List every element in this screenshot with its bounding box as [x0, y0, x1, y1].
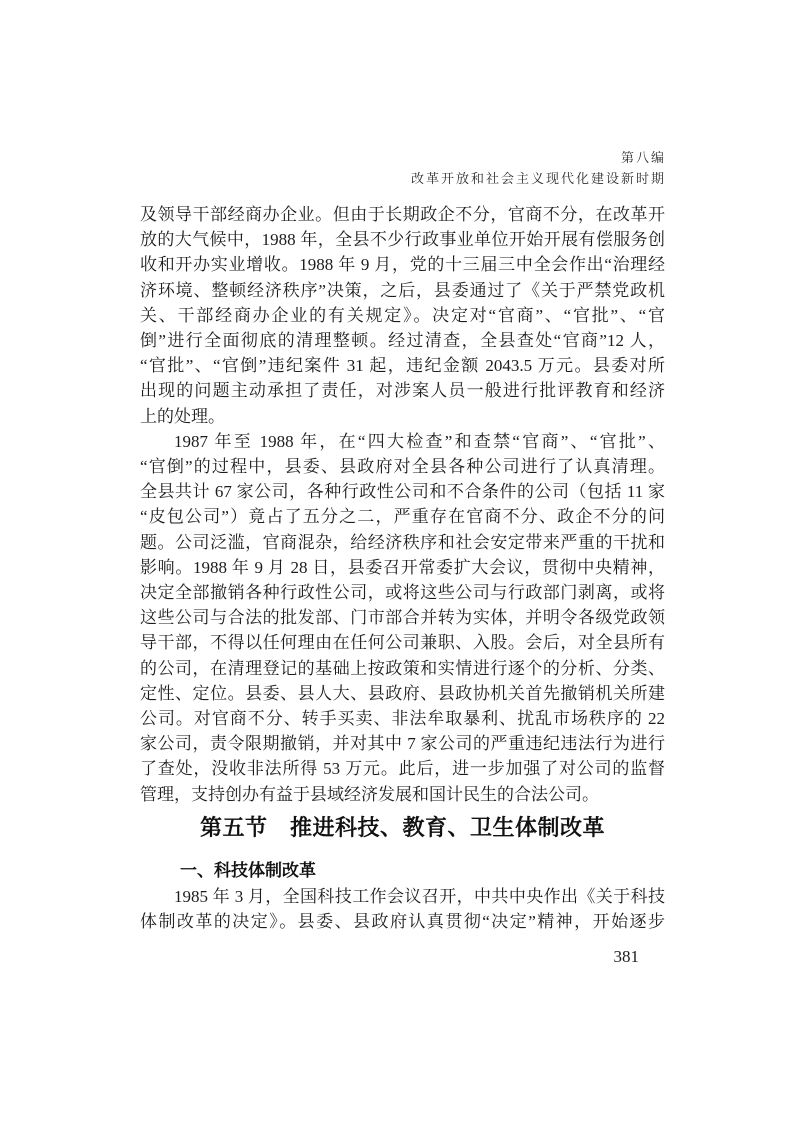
text-line: 关、干部经商办企业的有关规定》。决定对“官商”、“官批”、“官	[140, 305, 665, 325]
paragraph-3	[140, 884, 665, 934]
page-body	[140, 202, 665, 969]
text-line: 影响。1988 年 9 月 28 日，县委召开常委扩大会议，贯彻中央精神，	[140, 557, 665, 577]
text-line: 济环境、整顿经济秩序”决策，之后，县委通过了《关于严禁党政机	[140, 280, 665, 300]
text-line: “官倒”的过程中，县委、县政府对全县各种公司进行了认真清理。	[140, 457, 665, 477]
paragraph-2	[140, 429, 665, 807]
running-header-volume: 第八编	[620, 150, 666, 165]
text-line: 上的处理。	[140, 406, 225, 426]
text-line: 决定全部撤销各种行政性公司，或将这些公司与行政部门剥离，或将	[140, 583, 665, 603]
text-line: 这些公司与合法的批发部、门市部合并转为实体，并明令各级党政领	[140, 608, 665, 628]
text-line: 的公司，在清理登记的基础上按政策和实情进行逐个的分析、分类、	[140, 658, 665, 678]
text-line: 管理，支持创办有益于县域经济发展和国计民生的合法公司。	[140, 784, 599, 804]
paragraph-1	[140, 202, 665, 429]
section-heading: 第五节 推进科技、教育、卫生体制改革	[199, 814, 605, 840]
text-line: 了查处，没收非法所得 53 万元。此后，进一步加强了对公司的监督	[140, 759, 665, 779]
text-line: “官批”、“官倒”违纪案件 31 起，违纪金额 2043.5 万元。县委对所	[140, 356, 665, 376]
text-line: 题。公司泛滥，官商混杂，给经济秩序和社会安定带来严重的干扰和	[140, 532, 665, 552]
text-line: 倒”进行全面彻底的清理整顿。经过清查，全县查处“官商”12 人，	[140, 331, 665, 351]
text-line: 导干部，不得以任何理由在任何公司兼职、入股。会后，对全县所有	[140, 633, 665, 653]
running-header-title: 改革开放和社会主义现代化建设新时期	[410, 171, 666, 186]
subsection-heading: 一、科技体制改革	[180, 860, 316, 880]
running-header	[411, 147, 666, 189]
text-line: 定性、定位。县委、县人大、县政府、县政协机关首先撤销机关所建	[140, 683, 665, 703]
text-line: 体制改革的决定》。县委、县政府认真贯彻“决定”精神，开始逐步	[140, 912, 665, 932]
text-line: 家公司，责令限期撤销，并对其中 7 家公司的严重违纪违法行为进行	[140, 734, 665, 754]
text-line: 出现的问题主动承担了责任，对涉案人员一般进行批评教育和经济	[140, 381, 665, 401]
page-number: 381	[613, 947, 639, 967]
text-line: “皮包公司”）竟占了五分之二，严重存在官商不分、政企不分的问	[140, 507, 665, 527]
text-line: 放的大气候中，1988 年，全县不少行政事业单位开始开展有偿服务创	[140, 230, 665, 250]
text-line: 收和开办实业增收。1988 年 9 月，党的十三届三中全会作出“治理经	[140, 255, 665, 275]
text-line: 1987 年至 1988 年，在“四大检查”和查禁“官商”、“官批”、	[174, 431, 665, 451]
text-line: 公司。对官商不分、转手买卖、非法牟取暴利、扰乱市场秩序的 22	[140, 709, 665, 729]
text-line: 全县共计 67 家公司，各种行政性公司和不合条件的公司（包括 11 家	[140, 482, 665, 502]
text-line: 1985 年 3 月，全国科技工作会议召开，中共中央作出《关于科技	[174, 886, 665, 906]
text-line: 及领导干部经商办企业。但由于长期政企不分，官商不分，在改革开	[140, 205, 665, 224]
